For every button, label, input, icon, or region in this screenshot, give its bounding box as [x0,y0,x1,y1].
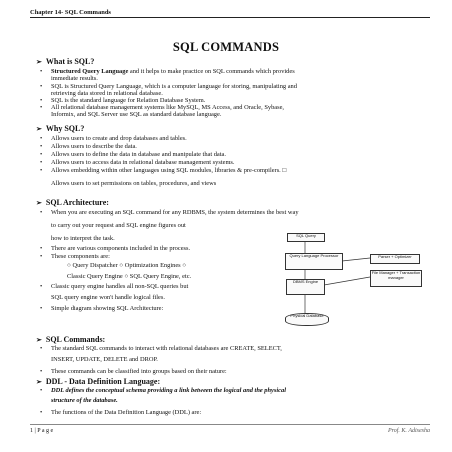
bullet-icon: • [40,150,43,158]
bullet-icon: • [40,386,43,394]
bullet-icon: • [40,167,43,174]
list-item-continuation: immediate results. [51,75,98,82]
list-item-continuation: to carry out your request and SQL engine figures out [51,222,186,229]
diagram-box-sql-query: SQL Query [287,233,325,242]
bullet-icon: • [40,82,43,90]
bullet-icon: • [40,283,43,290]
bullet-icon: • [40,96,43,104]
diagram-cylinder-physical-database: Physical Database [285,313,329,326]
section-heading-sql-commands: ➢ SQL Commands: [36,335,106,344]
arrow-bullet-icon: ➢ [36,58,42,66]
component-list: Classic Query Engine ○ SQL Query Engine, etc. [67,273,192,280]
diagram-box-dbms-engine: DBMS Engine [286,279,325,295]
arrow-bullet-icon: ➢ [36,125,42,133]
list-item-continuation: Informix, and SQL Server use SQL as standard database language. [51,111,222,118]
bullet-icon: • [40,104,43,111]
bullet-icon: • [40,142,43,150]
chapter-header: Chapter 14- SQL Commands [30,9,430,18]
bullet-icon: • [40,367,43,375]
diagram-box-query-language-processor: Query Language Processor [285,253,343,270]
bullet-icon: • [40,344,43,352]
list-item-continuation: Allows users to set permissions on tables, procedures, and views [51,180,217,187]
section-heading-ddl: ➢ DDL - Data Definition Language: [36,377,161,386]
bullet-icon: • [40,253,43,260]
bullet-icon: • [40,409,43,416]
bullet-icon: • [40,244,43,252]
list-item-continuation: retrieving data stored in relational database. [51,89,163,97]
page-footer [30,424,430,434]
list-item-continuation: INSERT, UPDATE, DELETE and DROP. [51,356,158,363]
bullet-icon: • [40,305,43,312]
document-page: Chapter 14- SQL Commands SQL COMMANDS ➢ What is SQL? • Structured Query Language and it helps to make practice on SQL commands which provides immediate results. • SQL is Structured Query Language, which is a computer language for storing, manipulating and retrieving data stored in relational database. • SQL is the standard language for Relation Database System. • All relational database management systems like MySQL, MS Access, and Oracle, Sybase, Informix, and SQL Server use SQL as standard database language. ➢ Why SQL? • Allows users to create and drop databases and tables. • Allows users to describe the data. • Allows users to define the data in database and manipulate that data. • Allows users to access data in relational database management systems. • Allows embedding within other languages using SQL modules, libraries & pre-compilers. □ Allows users to set permissions on tables, procedures, and views ➢ SQL Architecture: • When you are executing an SQL command for any RDBMS, the system determines the best way to carry out your request and SQL engine figures out how to interpret the task. • There are various components included in the process. • These components are: ○ Query Dispatcher ○ Optimization Engines ○ Classic Query Engine ○ SQL Query Engine, etc. • Classic query engine handles all non-SQL queries but SQL query engine won't handle logical files. • Simple diagram showing SQL Architecture: SQL Query Query Language Processor Parser + Optimizer DBMS Engine File Manager + Transaction manager Physical Database ➢ SQL Commands: • The standard SQL commands to interact with relational databases are CREATE, SELECT, INSERT, UPDATE, DELETE and DROP. • These commands can be classified into groups based on their nature: ➢ DDL - Data Definition Language: • DDL defines the conceptual schema providing a link between the logical and the physical structure of the database. • The functions of the Data Definition Language (DDL) are: 1 | P a g e Prof. K. Adisesha [0,0,452,452]
author-name: Prof. K. Adisesha [387,428,430,434]
arrow-bullet-icon: ➢ [36,336,42,344]
arrow-bullet-icon: ➢ [36,378,42,386]
list-item-continuation: SQL query engine won't handle logical files. [51,294,165,301]
page-title: SQL COMMANDS [172,40,280,54]
bullet-icon: • [40,68,43,75]
section-heading-sql-architecture: ➢ SQL Architecture: [36,198,109,207]
list-item-continuation: structure of the database. [51,397,118,404]
bullet-icon: • [40,134,43,142]
bullet-icon: • [40,158,43,166]
component-list: ○ Query Dispatcher ○ Optimization Engines ○ [67,262,187,269]
section-heading-what-is-sql: ➢ What is SQL? [36,57,95,66]
diagram-box-parser-optimizer: Parser + Optimizer [370,254,420,264]
section-heading-why-sql: ➢ Why SQL? [36,124,85,133]
page-number: 1 | P a g e [30,428,54,434]
list-item-continuation: how to interpret the task. [51,235,115,242]
arrow-bullet-icon: ➢ [36,199,42,207]
diagram-box-file-manager: File Manager + Transaction manager [370,270,422,287]
bullet-icon: • [40,209,43,216]
